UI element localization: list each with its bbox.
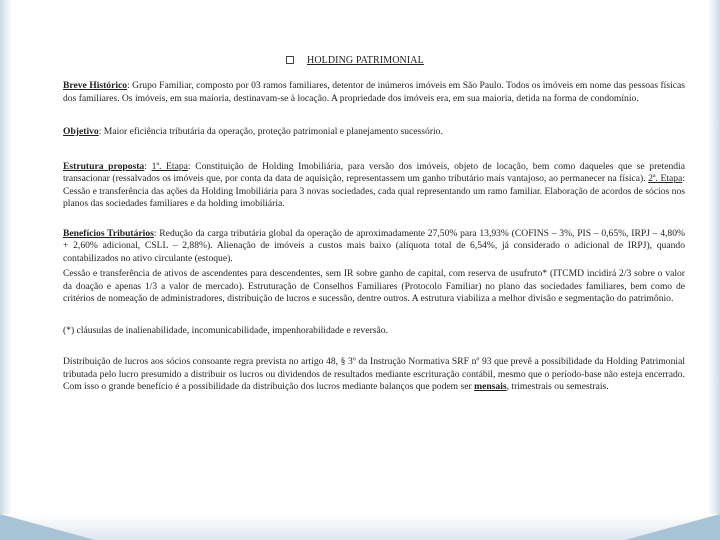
beneficios-paragraph (63, 228, 685, 266)
historico-paragraph (63, 80, 685, 105)
right-border-decoration (708, 0, 720, 540)
etapa1-text: : Constituição de Holding Imobiliária, para versão dos imóveis, objeto de locação, bem como daqueles que se pretendia transacionar (ressalvados os imóveis que, por conta da data de aquisição, representassem um ganho tributário mais vantajoso, ao permanecer na física). (63, 160, 685, 184)
distribuicao-paragraph (63, 356, 685, 394)
estrutura-sep: : (144, 160, 152, 172)
document-body (63, 80, 685, 394)
historico-label: Breve Histórico (63, 80, 128, 91)
left-border-decoration (0, 0, 12, 540)
objetivo-paragraph (63, 126, 685, 139)
cessao-paragraph (63, 268, 685, 306)
estrutura-paragraph (63, 161, 685, 211)
objetivo-text: : Maior eficiência tributária da operação, proteção patrimonial e planejamento sucessório. (98, 126, 443, 137)
clausulas-text: (*) cláusulas de inalienabilidade, incomunicabilidade, impenhorabilidade e reversão. (63, 324, 388, 336)
historico-text: : Grupo Familiar, composto por 03 ramos familiares, detentor de inúmeros imóveis em São Paulo. Todos os imóveis em nome das pessoas físicas dos familiares. Os imóveis, em sua maioria, destinavam-se à locação. A propriedade dos imóveis era, em sua maioria, detida na forma de condomínio. (63, 80, 685, 104)
bottom-right-wedge (625, 514, 720, 540)
etapa2-text: : Cessão e transferência das ações da Holding Imobiliária para 3 novas sociedades, cada qual representando um ramo familiar. Elaboração de acordos de sócios nos planos das sociedades familiares e da holding imobiliária. (63, 173, 685, 209)
clausulas-paragraph (63, 325, 685, 338)
etapa1-label: 1ª. Etapa (151, 160, 188, 172)
objetivo-label: Objetivo (63, 126, 99, 137)
heading (286, 55, 424, 66)
square-bullet-icon (286, 56, 294, 64)
distribuicao-emphasis: mensais (474, 381, 507, 392)
beneficios-label: Benefícios Tributários (63, 227, 154, 239)
cessao-text: Cessão e transferência de ativos de ascendentes para descendentes, sem IR sobre ganho de capital, com reserva de usufruto* (ITCMD incidirá 2/3 sobre o valor da doação e apenas 1/3 a valor de mercado). Estruturação de Conselhos Familiares (Protocolo Familiar) no plano das sociedades familiares, bem como de critérios de nomeação de administradores, distribuição de lucros e sucessão, dentre outros. A estrutura viabiliza a melhor divisão e segmentação do patrimônio. (63, 268, 685, 304)
estrutura-label: Estrutura proposta (63, 160, 145, 172)
distribuicao-text-end: , trimestrais ou semestrais. (506, 381, 609, 392)
etapa2-label: 2ª. Etapa (648, 173, 683, 184)
bottom-decoration-bar (0, 514, 720, 540)
page-title: HOLDING PATRIMONIAL (307, 55, 424, 66)
bottom-left-wedge (0, 514, 95, 540)
beneficios-text: : Redução da carga tributária global da operação de aproximadamente 27,50% para 13,93% (COFINS – 3%, PIS – 0,65%, IRPJ – 4,80% + 2,60% adicional, CSLL – 2,88%). Alienação de imóveis a custos mais baixo (alíquota total de 6,54%, já considerado o adicional de IRPJ), quando contabilizados no ativo circulante (estoque). (63, 227, 685, 264)
distribuicao-text: Distribuição de lucros aos sócios consoante regra prevista no artigo 48, § 3º da Instrução Normativa SRF nº 93 que prevê a possibilidade da Holding Patrimonial tributada pelo lucro presumido a distribuir os lucros ou dividendos de resultados mediante escrituração contábil, mesmo que o período-base não esteja encerrado. Com isso o grande benefício é a possibilidade da distribuição dos lucros mediante balanços que podem ser (63, 356, 685, 392)
